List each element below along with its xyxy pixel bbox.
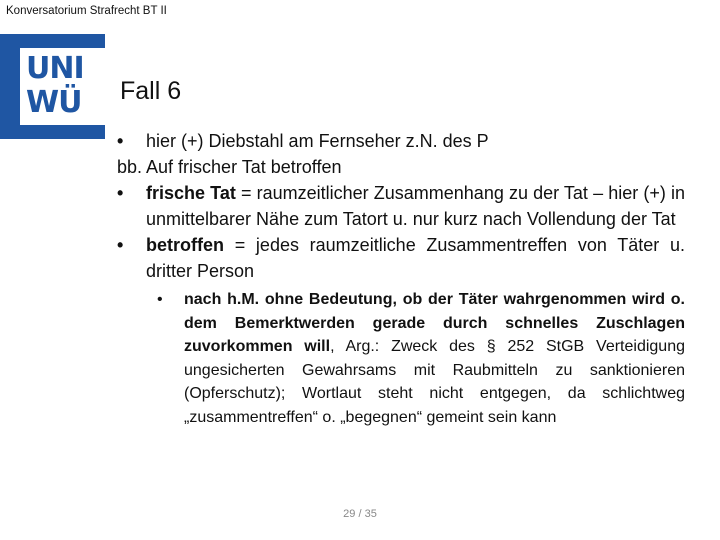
sub-bullet-hm [117,288,685,429]
page-number: 29 / 35 [343,508,377,520]
bullet-diebstahl [117,128,685,154]
bullet-dot: • [157,291,163,308]
section-heading-text: bb. Auf frischer Tat betroffen [117,157,342,177]
slide-title: Fall 6 [120,77,182,105]
slide-content [117,128,685,429]
definition-frische-tat: = raumzeitlicher Zusammenhang zu der Tat – hier (+) in unmittelbarer Nähe zum Tatort u. nur kurz nach Vollendung der Tat [146,183,685,229]
bullet-text: hier (+) Diebstahl am Fernseher z.N. des P [146,131,489,151]
bullet-betroffen [117,232,685,284]
term-betroffen: betroffen [146,235,224,255]
sub-bullet-bold: nach h.M. ohne Bedeutung, ob der Täter wahrgenommen wird o. dem Bemerktwerden gerade durch schnelles Zuschlagen zuvorkommen will [184,291,685,355]
logo-line-1: UNI [26,51,84,86]
term-frische-tat: frische Tat [146,183,236,203]
course-header: Konversatorium Strafrecht BT II [6,5,167,17]
bullet-frische-tat [117,180,685,232]
sub-bullet-text: , Arg.: Zweck des § 252 StGB Verteidigung ungesicherten Gewahrsams mit Raubmitteln zu sanktionieren (Opferschutz); Wortlaut steht nicht entgegen, da schlichtweg „zusammentreffen“ o. „begegnen“ gemeint sein kann [184,338,685,426]
university-logo [20,48,105,125]
section-heading [117,154,685,180]
definition-betroffen: = jedes raumzeitliche Zusammentreffen von Täter u. dritter Person [146,235,685,281]
logo-line-2: WÜ [26,85,82,120]
